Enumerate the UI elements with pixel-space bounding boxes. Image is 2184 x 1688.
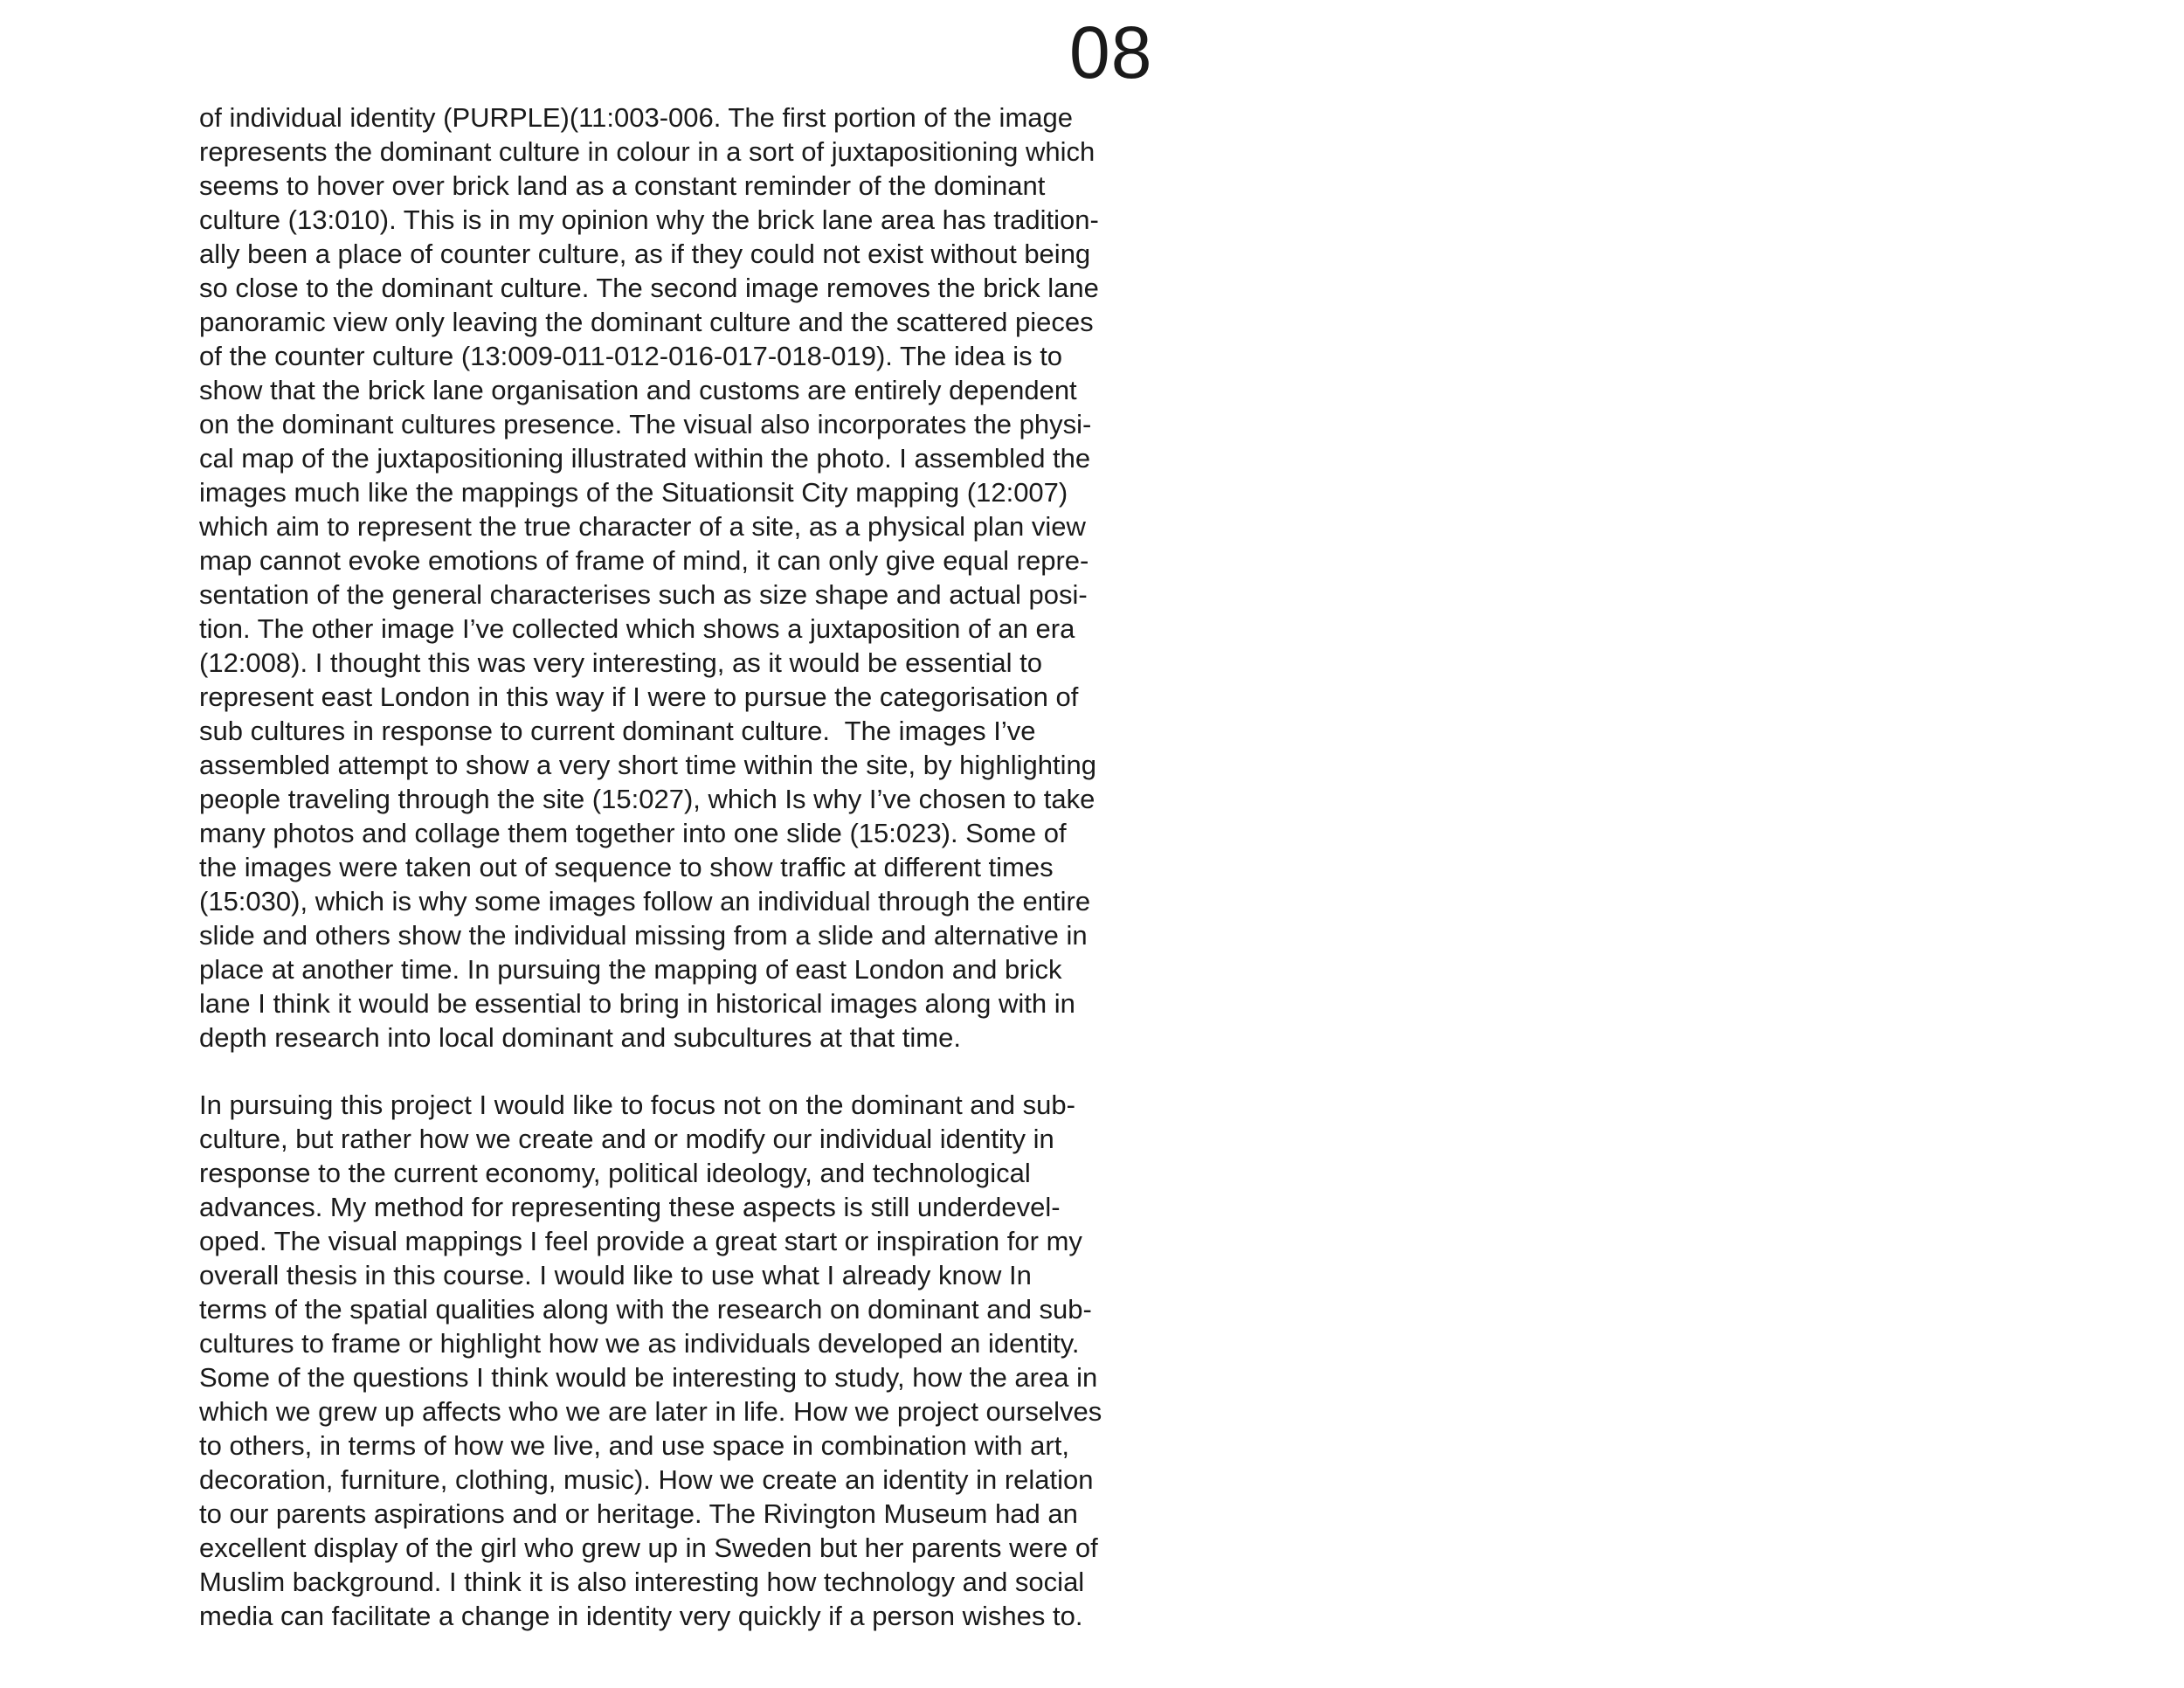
text-line: represent east London in this way if I were to pursue the categorisation of <box>199 681 1079 712</box>
text-line: excellent display of the girl who grew up in Sweden but her parents were of <box>199 1532 1098 1563</box>
text-line: to others, in terms of how we live, and use space in combination with art, <box>199 1430 1069 1461</box>
text-line: cal map of the juxtapositioning illustrated within the photo. I assembled the <box>199 443 1091 474</box>
text-line: depth research into local dominant and subcultures at that time. <box>199 1022 961 1053</box>
text-line: Muslim background. I think it is also interesting how technology and social <box>199 1567 1085 1597</box>
text-line: which we grew up affects who we are later in life. How we project ourselves <box>199 1396 1102 1427</box>
text-line: advances. My method for representing these aspects is still underdevel- <box>199 1192 1061 1222</box>
text-line: to our parents aspirations and or heritage. The Rivington Museum had an <box>199 1498 1078 1529</box>
text-line: map cannot evoke emotions of frame of mind, it can only give equal repre- <box>199 545 1089 576</box>
text-line: lane I think it would be essential to bring in historical images along with in <box>199 988 1075 1019</box>
text-line: people traveling through the site (15:027), which Is why I’ve chosen to take <box>199 784 1095 814</box>
text-line: In pursuing this project I would like to focus not on the dominant and sub- <box>199 1090 1075 1120</box>
page-number: 08 <box>1069 11 1153 93</box>
text-line: sub cultures in response to current dominant culture. The images I’ve <box>199 716 1036 746</box>
text-line: the images were taken out of sequence to show traffic at different times <box>199 852 1054 882</box>
text-line: show that the brick lane organisation and customs are entirely dependent <box>199 375 1077 405</box>
text-line: of individual identity (PURPLE)(11:003-006. The first portion of the image <box>199 102 1073 133</box>
text-line: ally been a place of counter culture, as if they could not exist without being <box>199 239 1091 269</box>
text-line: place at another time. In pursuing the mapping of east London and brick <box>199 954 1062 985</box>
text-line: (15:030), which is why some images follow an individual through the entire <box>199 886 1091 917</box>
text-line: so close to the dominant culture. The second image removes the brick lane <box>199 273 1099 303</box>
text-line: of the counter culture (13:009-011-012-016-017-018-019). The idea is to <box>199 341 1063 371</box>
text-line: terms of the spatial qualities along with the research on dominant and sub- <box>199 1294 1092 1325</box>
text-line: on the dominant cultures presence. The visual also incorporates the physi- <box>199 409 1092 439</box>
text-line: sentation of the general characterises such as size shape and actual posi- <box>199 579 1088 610</box>
text-line: represents the dominant culture in colour in a sort of juxtapositioning which <box>199 136 1095 167</box>
text-line: seems to hover over brick land as a constant reminder of the dominant <box>199 170 1046 201</box>
text-line: many photos and collage them together into one slide (15:023). Some of <box>199 818 1067 848</box>
text-line: decoration, furniture, clothing, music). How we create an identity in relation <box>199 1464 1094 1495</box>
text-line: overall thesis in this course. I would like to use what I already know In <box>199 1260 1032 1290</box>
text-line: images much like the mappings of the Situationsit City mapping (12:007) <box>199 477 1068 508</box>
text-line: culture, but rather how we create and or modify our individual identity in <box>199 1124 1054 1154</box>
paragraph-1 <box>199 100 1178 1055</box>
text-line: which aim to represent the true character of a site, as a physical plan view <box>199 511 1086 542</box>
text-line: Some of the questions I think would be interesting to study, how the area in <box>199 1362 1098 1393</box>
text-line: oped. The visual mappings I feel provide a great start or inspiration for my <box>199 1226 1082 1256</box>
text-line: assembled attempt to show a very short time within the site, by highlighting <box>199 750 1096 780</box>
text-line: response to the current economy, political ideology, and technological <box>199 1158 1031 1188</box>
paragraph-2 <box>199 1088 1178 1633</box>
text-line: tion. The other image I’ve collected which shows a juxtaposition of an era <box>199 613 1075 644</box>
text-line: slide and others show the individual missing from a slide and alternative in <box>199 920 1088 951</box>
text-line: culture (13:010). This is in my opinion why the brick lane area has tradition- <box>199 204 1099 235</box>
text-line: media can facilitate a change in identity very quickly if a person wishes to. <box>199 1601 1083 1631</box>
text-line: cultures to frame or highlight how we as individuals developed an identity. <box>199 1328 1080 1359</box>
text-line: panoramic view only leaving the dominant culture and the scattered pieces <box>199 307 1094 337</box>
text-line: (12:008). I thought this was very interesting, as it would be essential to <box>199 647 1042 678</box>
